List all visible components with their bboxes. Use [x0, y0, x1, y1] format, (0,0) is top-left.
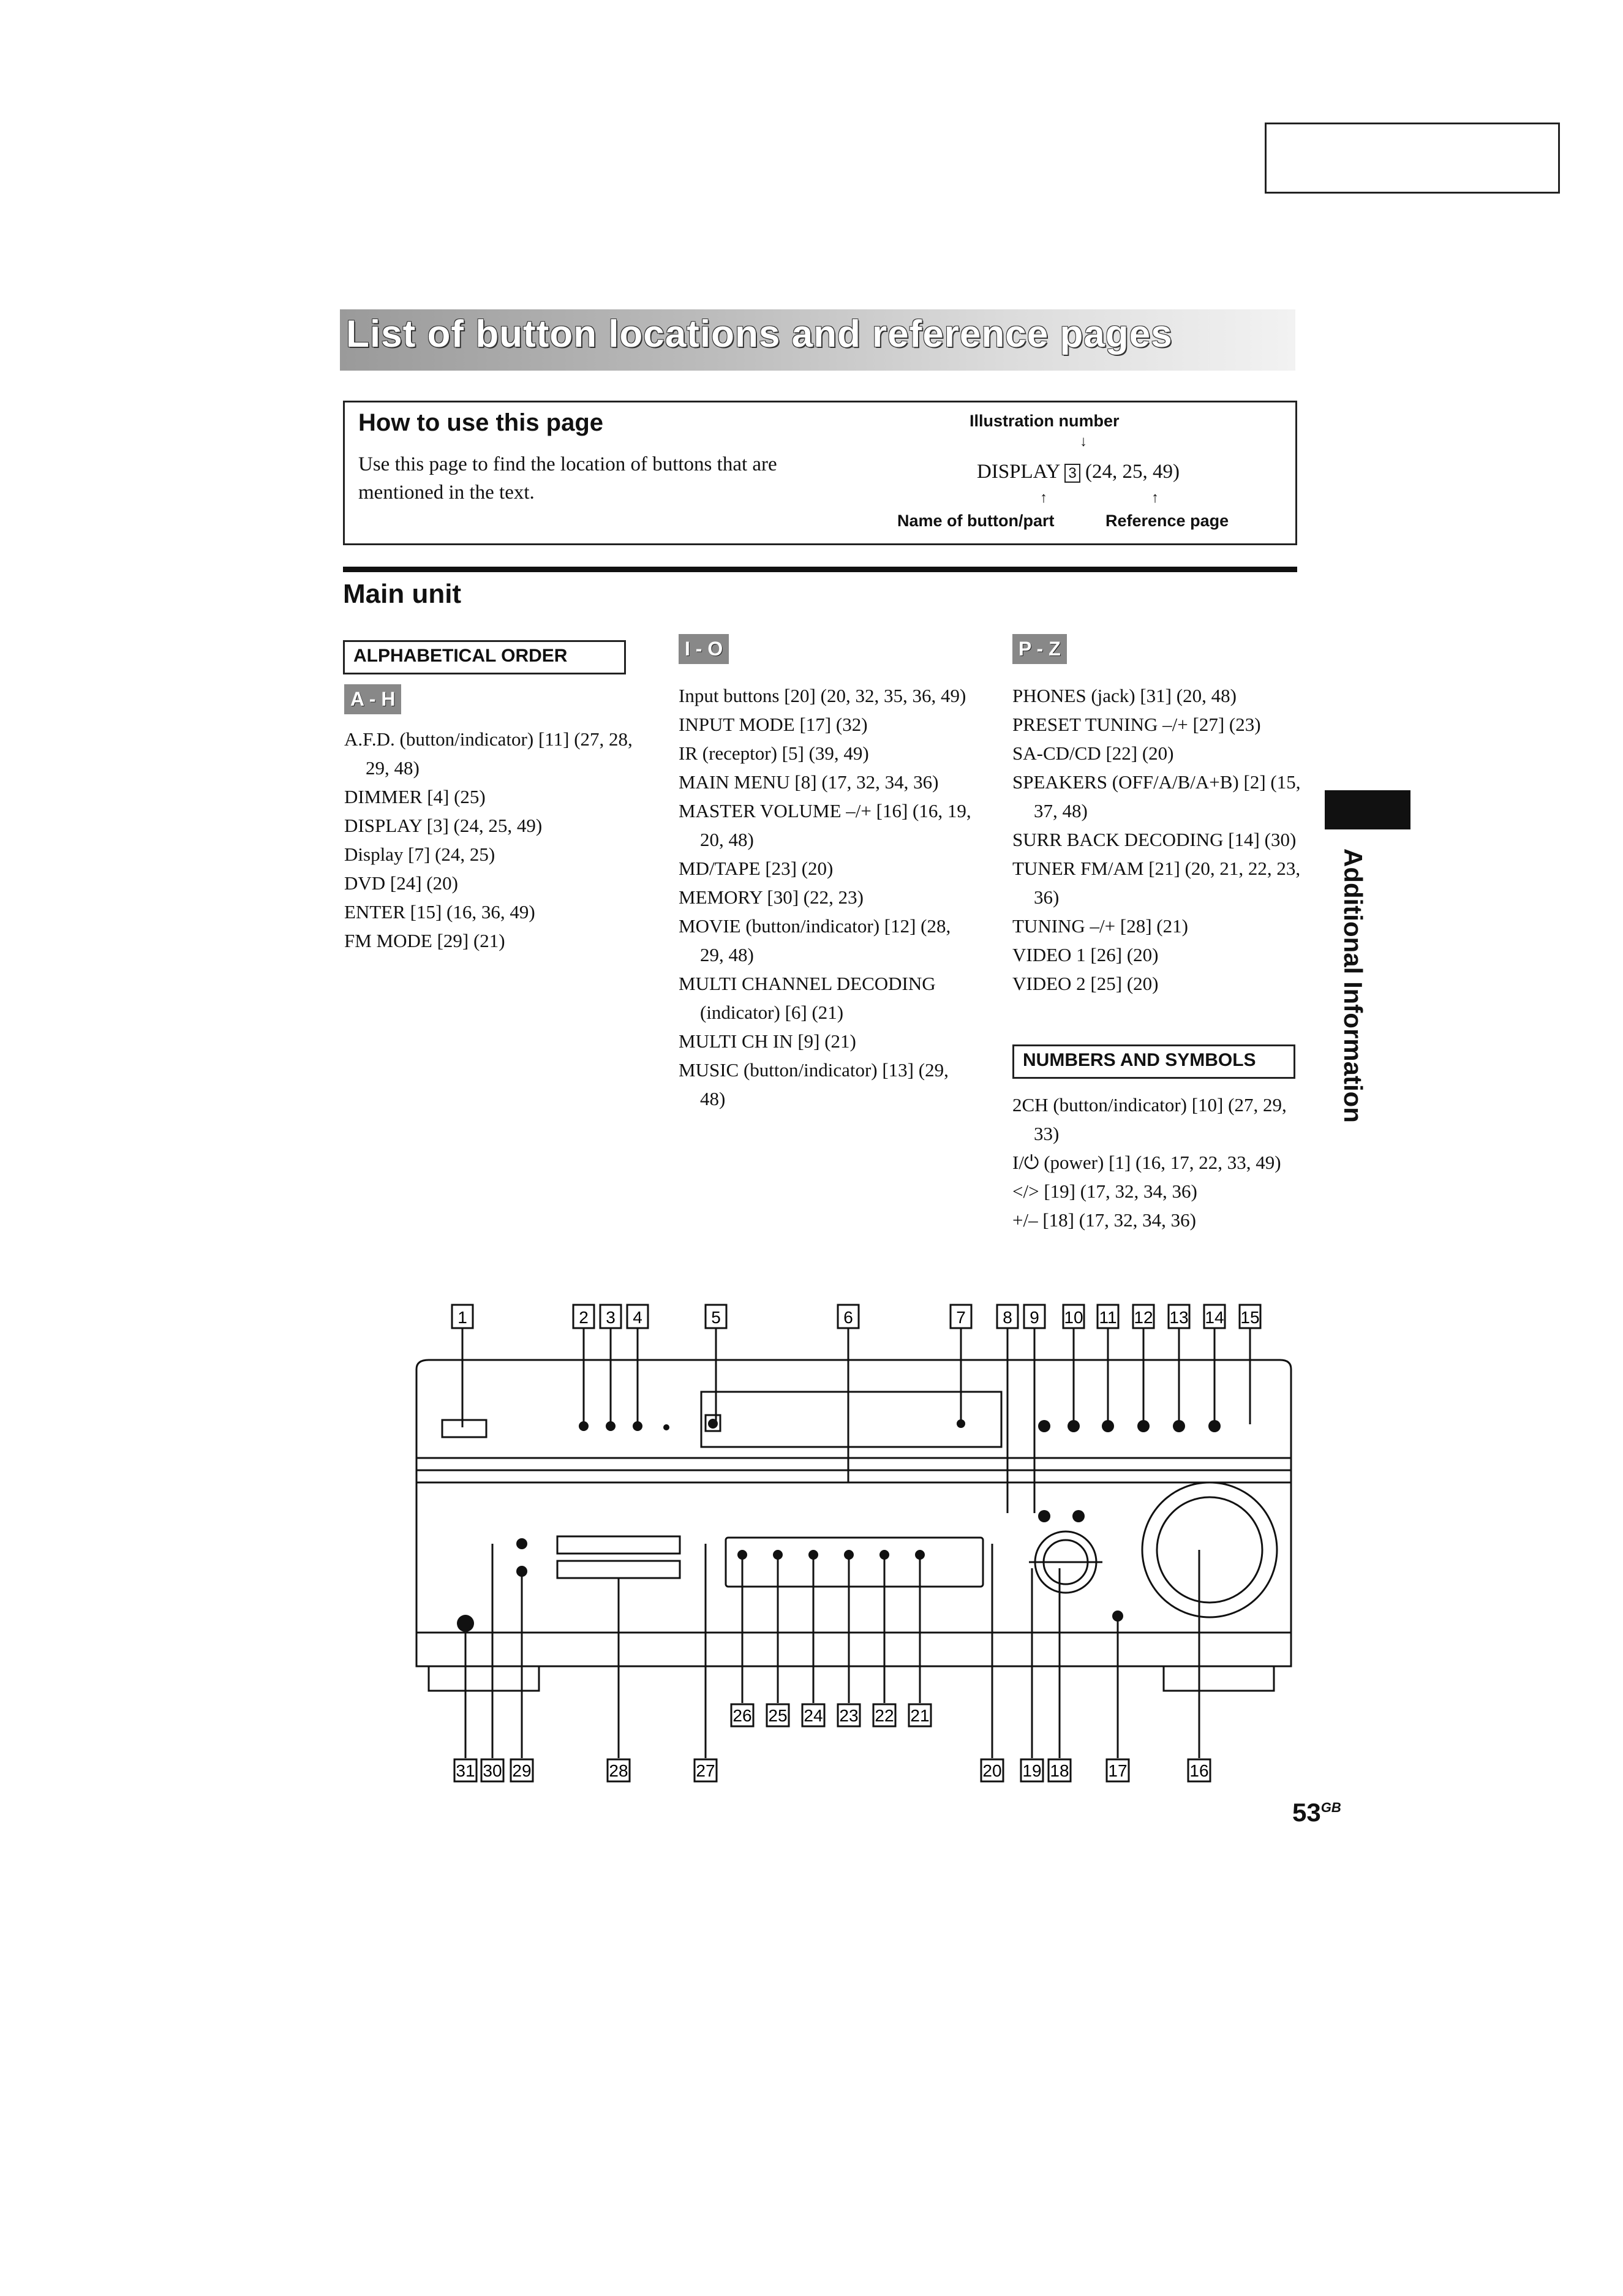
callout-label: 21: [910, 1706, 930, 1725]
col3-tag: P - Z: [1012, 634, 1067, 664]
receiver-body: [416, 1360, 1291, 1666]
arrow-down-icon: ↓: [1080, 434, 1087, 450]
col1-tag: A - H: [344, 684, 401, 714]
callout-label: 4: [633, 1308, 642, 1327]
col3-list: [1012, 681, 1306, 998]
list-item: TUNER FM/AM [21] (20, 21, 22, 23, 36): [1012, 858, 1301, 908]
list-item: MUSIC (button/indicator) [13] (29, 48): [679, 1059, 949, 1109]
arrow-up-icon: ↑: [1040, 490, 1047, 506]
list-item: VIDEO 1 [26] (20): [1012, 944, 1159, 965]
list-item: PRESET TUNING –/+ [27] (23): [1012, 714, 1261, 735]
col1-list: [344, 725, 638, 955]
page-number-value: 53: [1292, 1798, 1321, 1827]
callout-label: 19: [1022, 1761, 1042, 1780]
callout-label: 14: [1205, 1308, 1224, 1327]
list-item: DIMMER [4] (25): [344, 786, 486, 807]
callout-label: 16: [1189, 1761, 1209, 1780]
col2-list: [679, 681, 973, 1113]
example-entry: [977, 461, 1180, 483]
callout-label: 6: [843, 1308, 853, 1327]
list-item: SA-CD/CD [22] (20): [1012, 742, 1174, 764]
callout-label: 11: [1099, 1308, 1117, 1327]
corner-box: [1265, 123, 1560, 194]
side-tab-marker: [1325, 790, 1410, 829]
callout-label: 12: [1134, 1308, 1153, 1327]
col2-tag: I - O: [679, 634, 729, 664]
list-item: SPEAKERS (OFF/A/B/A+B) [2] (15, 37, 48): [1012, 771, 1301, 821]
bottom-number-labels: [456, 1706, 1208, 1780]
callout-label: 7: [956, 1308, 966, 1327]
callout-label: 2: [579, 1308, 589, 1327]
list-item: VIDEO 2 [25] (20): [1012, 973, 1159, 994]
list-item: A.F.D. (button/indicator) [11] (27, 28, 29, 48): [344, 728, 633, 779]
page-suffix: GB: [1320, 1800, 1341, 1815]
list-item: MULTI CHANNEL DECODING (indicator) [6] (21): [679, 973, 936, 1023]
list-item: </> [19] (17, 32, 34, 36): [1012, 1180, 1197, 1202]
list-item: MOVIE (button/indicator) [12] (28, 29, 48): [679, 915, 951, 965]
name-label: Name of button/part: [897, 512, 1055, 530]
callout-label: 13: [1169, 1308, 1189, 1327]
list-item: MASTER VOLUME –/+ [16] (16, 19, 20, 48): [679, 800, 971, 850]
list-item: Display [7] (24, 25): [344, 844, 495, 865]
example-name: DISPLAY: [977, 461, 1060, 483]
illustration-number-label: Illustration number: [970, 412, 1120, 430]
callout-label: 28: [609, 1761, 628, 1780]
example-num: 3: [1064, 464, 1080, 483]
callout-label: 18: [1050, 1761, 1069, 1780]
numbers-symbols-label: NUMBERS AND SYMBOLS: [1012, 1044, 1295, 1079]
list-item: MEMORY [30] (22, 23): [679, 886, 864, 908]
side-tab-label: Additional Information: [1339, 848, 1368, 1123]
page-title: List of button locations and reference pages: [346, 313, 1173, 355]
list-item: ENTER [15] (16, 36, 49): [344, 901, 535, 923]
list-item: I/⏻ (power) [1] (16, 17, 22, 33, 49): [1012, 1152, 1281, 1173]
howto-text: Use this page to find the location of buttons that are mentioned in the text.: [358, 453, 777, 504]
callout-label: 9: [1030, 1308, 1039, 1327]
list-item: INPUT MODE [17] (32): [679, 714, 868, 735]
col3-numbers-list: [1012, 1090, 1306, 1234]
list-item: FM MODE [29] (21): [344, 930, 505, 951]
list-item: DISPLAY [3] (24, 25, 49): [344, 815, 543, 836]
callout-label: 22: [875, 1706, 894, 1725]
callout-label: 1: [458, 1308, 467, 1327]
front-panel-diagram: [392, 1299, 1311, 1801]
callout-label: 24: [804, 1706, 823, 1725]
callout-label: 17: [1108, 1761, 1128, 1780]
section-heading: Main unit: [343, 579, 462, 609]
callout-label: 15: [1240, 1308, 1260, 1327]
callout-label: 27: [696, 1761, 715, 1780]
reference-label: Reference page: [1105, 512, 1229, 530]
alpha-order-label: ALPHABETICAL ORDER: [343, 640, 626, 674]
callout-label: 30: [483, 1761, 502, 1780]
list-item: 2CH (button/indicator) [10] (27, 29, 33): [1012, 1094, 1287, 1144]
list-item: MULTI CH IN [9] (21): [679, 1030, 856, 1052]
page-number: [1292, 1798, 1341, 1827]
callout-label: 25: [768, 1706, 788, 1725]
example-refs: (24, 25, 49): [1085, 461, 1180, 483]
callout-label: 10: [1064, 1308, 1083, 1327]
callout-label: 31: [456, 1761, 475, 1780]
callout-label: 23: [839, 1706, 859, 1725]
callout-label: 26: [732, 1706, 752, 1725]
callout-label: 29: [512, 1761, 532, 1780]
list-item: MAIN MENU [8] (17, 32, 34, 36): [679, 771, 939, 793]
list-item: TUNING –/+ [28] (21): [1012, 915, 1188, 937]
list-item: PHONES (jack) [31] (20, 48): [1012, 685, 1237, 706]
callout-label: 20: [982, 1761, 1002, 1780]
list-item: DVD [24] (20): [344, 872, 458, 894]
callout-label: 3: [606, 1308, 616, 1327]
callout-label: 8: [1003, 1308, 1012, 1327]
list-item: Input buttons [20] (20, 32, 35, 36, 49): [679, 685, 966, 706]
section-rule: [343, 567, 1297, 572]
list-item: IR (receptor) [5] (39, 49): [679, 742, 869, 764]
howto-heading: How to use this page: [358, 409, 604, 436]
arrow-up-icon: ↑: [1151, 490, 1159, 506]
callout-label: 5: [711, 1308, 721, 1327]
list-item: MD/TAPE [23] (20): [679, 858, 834, 879]
list-item: +/– [18] (17, 32, 34, 36): [1012, 1209, 1196, 1231]
list-item: SURR BACK DECODING [14] (30): [1012, 829, 1297, 850]
